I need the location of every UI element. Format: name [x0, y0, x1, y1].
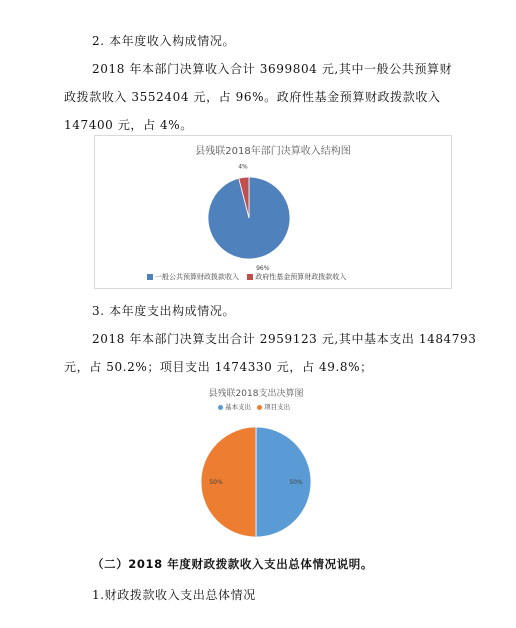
legend-swatch — [257, 405, 262, 410]
chart-title: 县残联2018支出决算图 — [208, 389, 304, 399]
legend-item — [247, 273, 346, 281]
income-structure-chart — [94, 135, 452, 289]
slice-label: 96% — [256, 264, 270, 272]
slice-label: 50% — [209, 479, 223, 486]
legend-item — [147, 273, 239, 281]
legend-swatch — [147, 274, 153, 280]
slice-label: 50% — [289, 479, 303, 486]
income-pie-svg — [95, 156, 451, 281]
section-3-heading: 3. 本年度支出构成情况。 — [92, 304, 236, 318]
chart-title: 县残联2018年部门决算收入结构图 — [195, 146, 351, 157]
expense-chart — [168, 382, 344, 540]
legend-label: 基本支出 — [225, 403, 251, 411]
expense-pie-svg — [168, 410, 344, 540]
expense-paragraph-line-1: 2018 年本部门决算支出合计 2959123 元,其中基本支出 1484793 — [92, 332, 477, 346]
expense-paragraph-line-2: 元，占 50.2%；项目支出 1474330 元，占 49.8%； — [64, 360, 373, 374]
income-paragraph-line-1: 2018 年本部门决算收入合计 3699804 元,其中一般公共预算财 — [92, 62, 453, 76]
legend-label: 一般公共预算财政拨款收入 — [155, 273, 239, 281]
income-paragraph-line-2: 政拨款收入 3552404 元，占 96%。政府性基金预算财政拨款收入 — [64, 90, 441, 104]
legend-label: 项目支出 — [264, 403, 291, 411]
legend-swatch — [218, 405, 223, 410]
chart-legend — [147, 272, 346, 282]
slice-label: 4% — [238, 163, 248, 171]
legend-label: 政府性基金预算财政拨款收入 — [255, 273, 347, 281]
section-2-heading: 2. 本年度收入构成情况。 — [92, 34, 236, 48]
income-paragraph-line-3: 147400 元，占 4%。 — [64, 118, 193, 132]
subsection-1-heading: 1.财政拨款收入支出总体情况 — [92, 588, 256, 602]
pie-slice — [256, 427, 311, 537]
part-2-heading: （二）2018 年度财政拨款收入支出总体情况说明。 — [92, 557, 374, 571]
legend-swatch — [247, 274, 253, 280]
